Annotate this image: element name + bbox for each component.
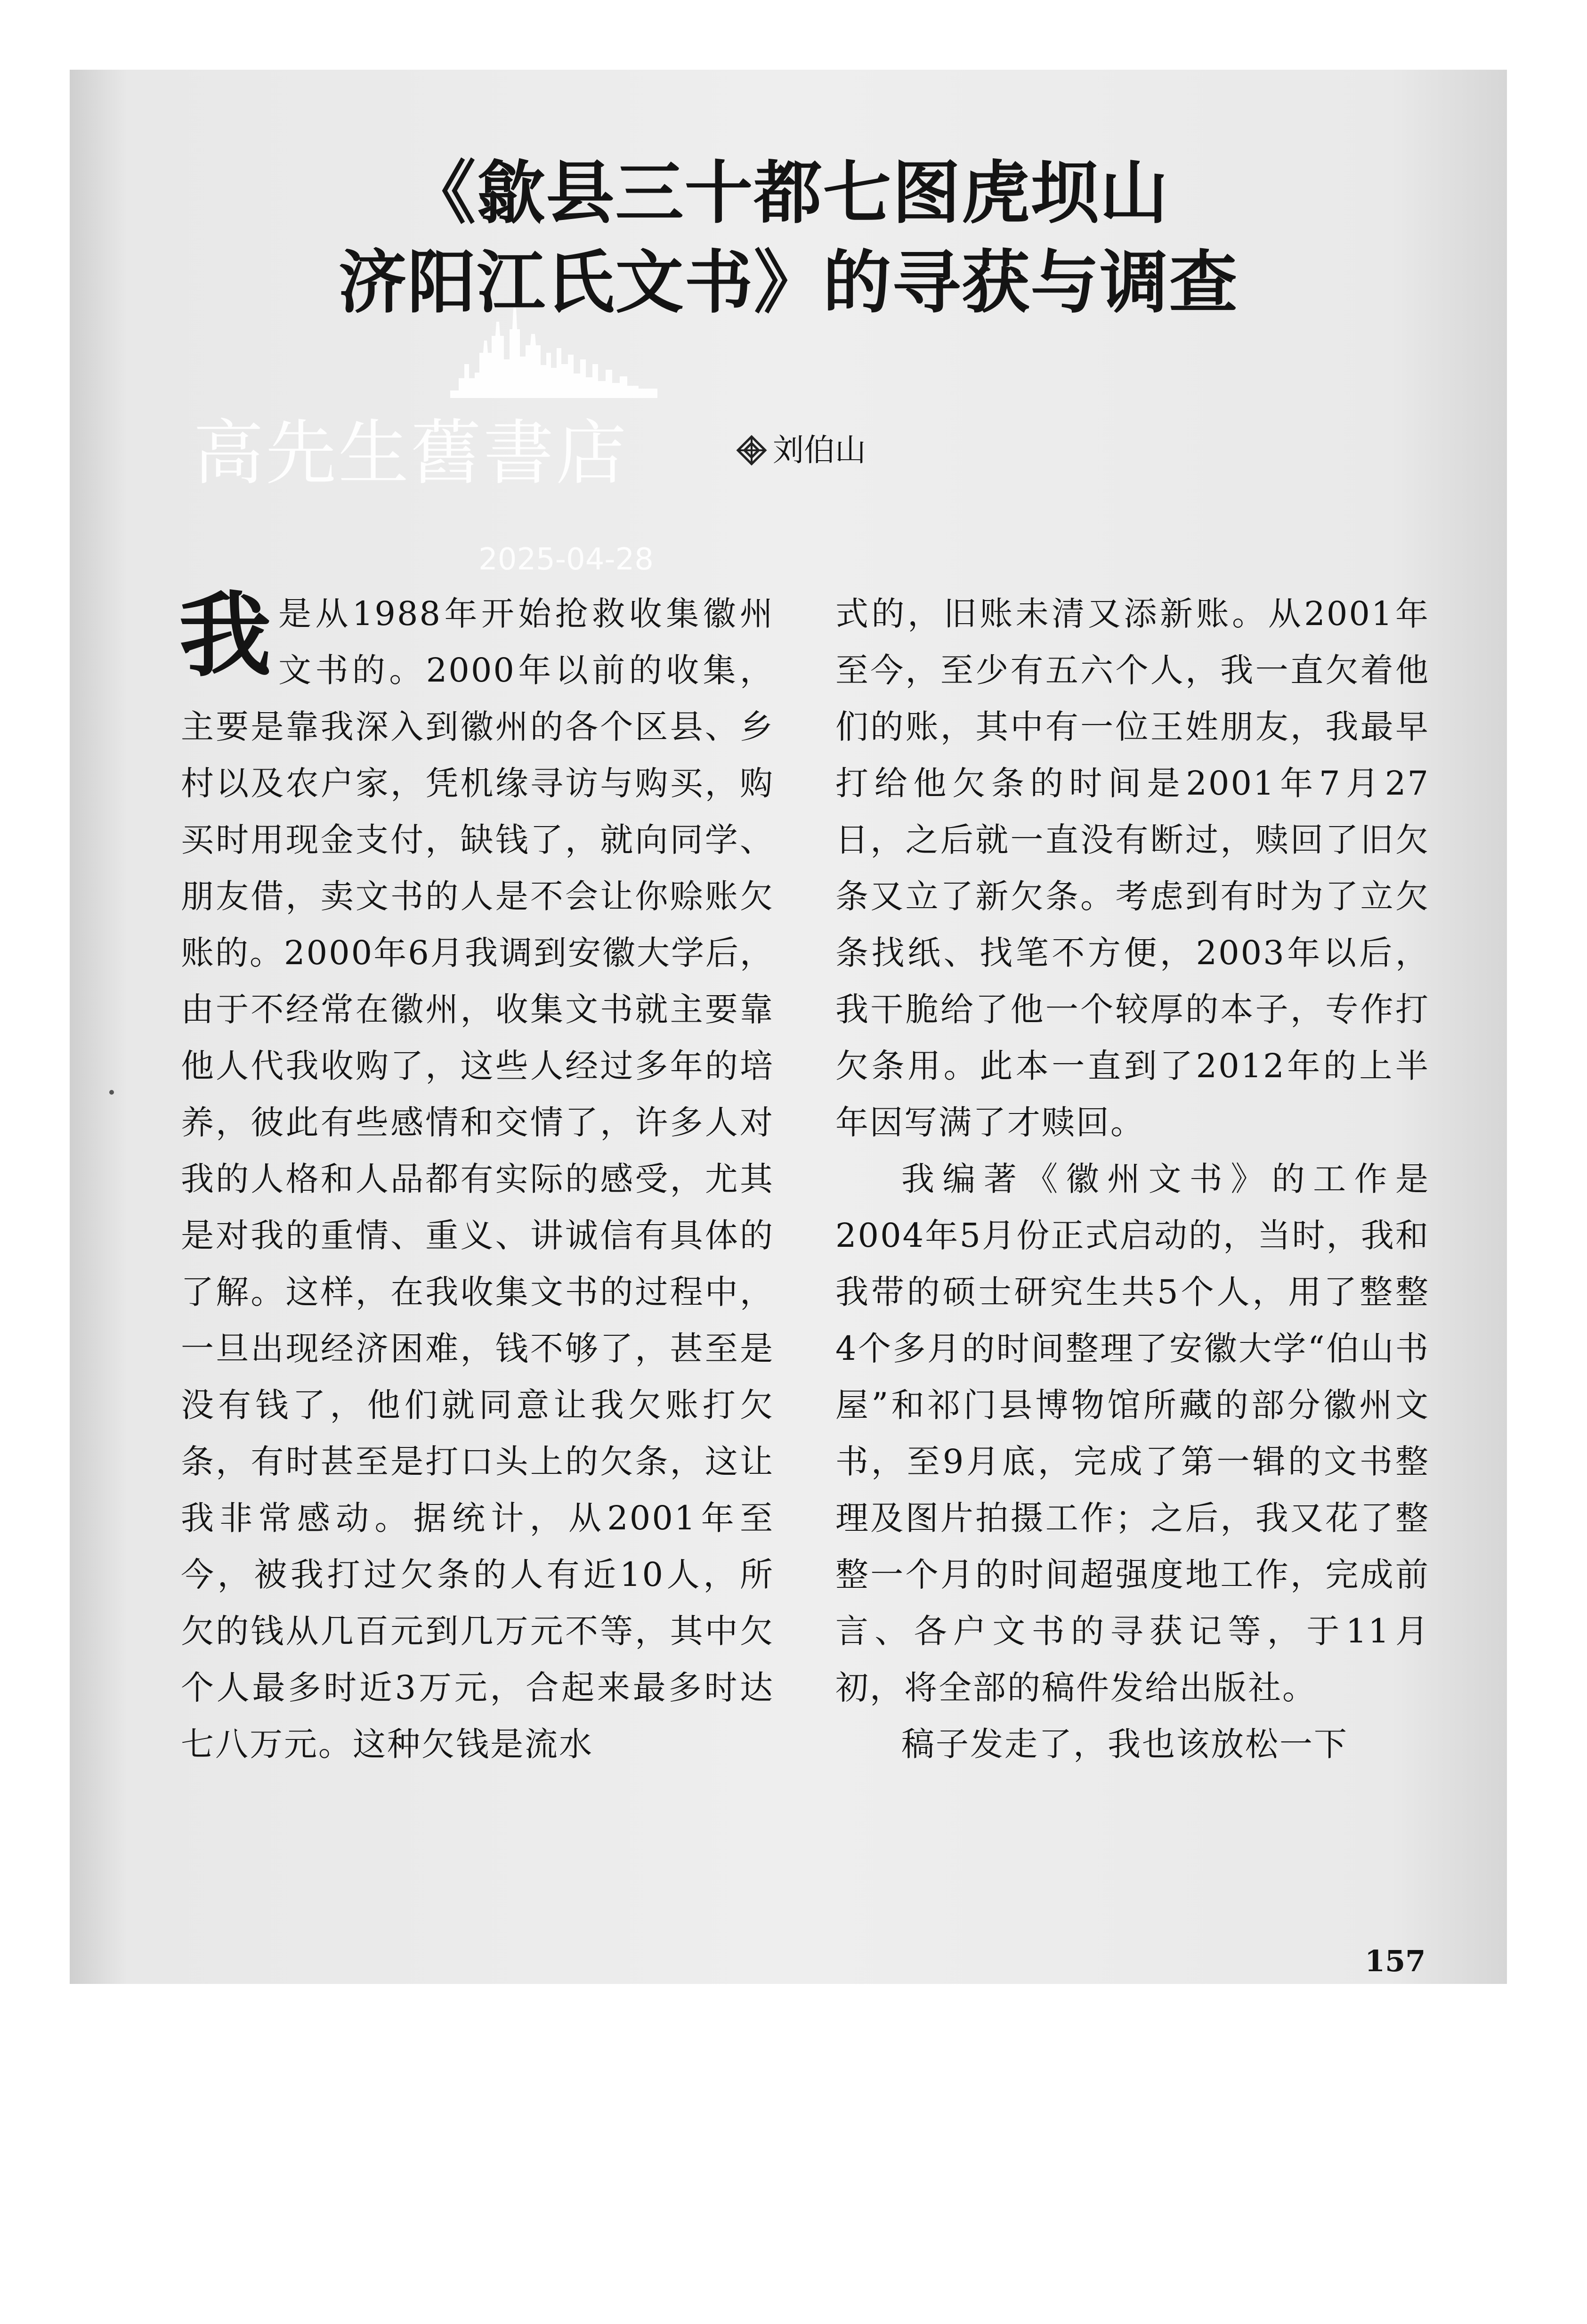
diamond-ornament-icon xyxy=(736,435,767,466)
text-column-right xyxy=(835,585,1430,1772)
article-title-line-1: 《歙县三十都七图虎坝山 xyxy=(407,153,1169,233)
paragraph: 式的，旧账未清又添新账。从2001年至今，至少有五六个人，我一直欠着他们的账，其中有一位王姓朋友，我最早打给他欠条的时间是2001年7月27日，之后就一直没有断过，赎回了旧欠条又立了新欠条。考虑到有时为了立欠条找纸、找笔不方便，2003年以后，我干脆给了他一个较厚的本子，专作打欠条用。此本一直到了2012年的上半年因写满了才赎回。 xyxy=(835,594,1430,1142)
article-title-line-2: 济阳江氏文书》的寻获与调查 xyxy=(338,243,1239,323)
paragraph xyxy=(179,581,774,1772)
watermark-date: 2025-04-28 xyxy=(478,542,654,577)
page-speck xyxy=(109,1090,114,1095)
author-name: 刘伯山 xyxy=(773,432,866,468)
author-byline xyxy=(736,432,866,468)
paragraph: 我编著《徽州文书》的工作是2004年5月份正式启动的，当时，我和我带的硕士研究生共5个人，用了整整4个多月的时间整理了安徽大学“伯山书屋”和祁门县博物馆所藏的部分徽州文书，至9月底，完成了第一辑的文书整理及图片拍摄工作；之后，我又花了整整一个月的时间超强度地工作，完成前言、各户文书的寻获记等，于11月初，将全部的稿件发给出版社。 xyxy=(835,1160,1430,1707)
text-column-left xyxy=(179,581,774,1772)
book-page xyxy=(70,70,1507,1984)
skyline-watermark-logo xyxy=(450,308,657,398)
page-number: 157 xyxy=(1365,1944,1426,1978)
paragraph: 稿子发走了，我也该放松一下 xyxy=(901,1725,1348,1763)
shop-watermark: 高先生舊書店 xyxy=(193,413,629,495)
paragraph-text: 是从1988年开始抢救收集徽州文书的。2000年以前的收集，主要是靠我深入到徽州的各个区县、乡村以及农户家，凭机缘寻访与购买，购买时用现金支付，缺钱了，就向同学、朋友借，卖文书的人是不会让你赊账欠账的。2000年6月我调到安徽大学后，由于不经常在徽州，收集文书就主要靠他人代我收购了，这些人经过多年的培养，彼此有些感情和交情了，许多人对我的人格和人品都有实际的感受，尤其是对我的重情、重义、讲诚信有具体的了解。这样，在我收集文书的过程中，一旦出现经济困难，钱不够了，甚至是没有钱了，他们就同意让我欠账打欠条，有时甚至是打口头上的欠条，这让我非常感动。据统计，从2001年至今，被我打过欠条的人有近10人，所欠的钱从几百元到几万元不等，其中欠个人最多时近3万元，合起来最多时达七八万元。这种欠钱是流水 xyxy=(181,594,774,1763)
drop-cap: 我 xyxy=(179,581,273,690)
